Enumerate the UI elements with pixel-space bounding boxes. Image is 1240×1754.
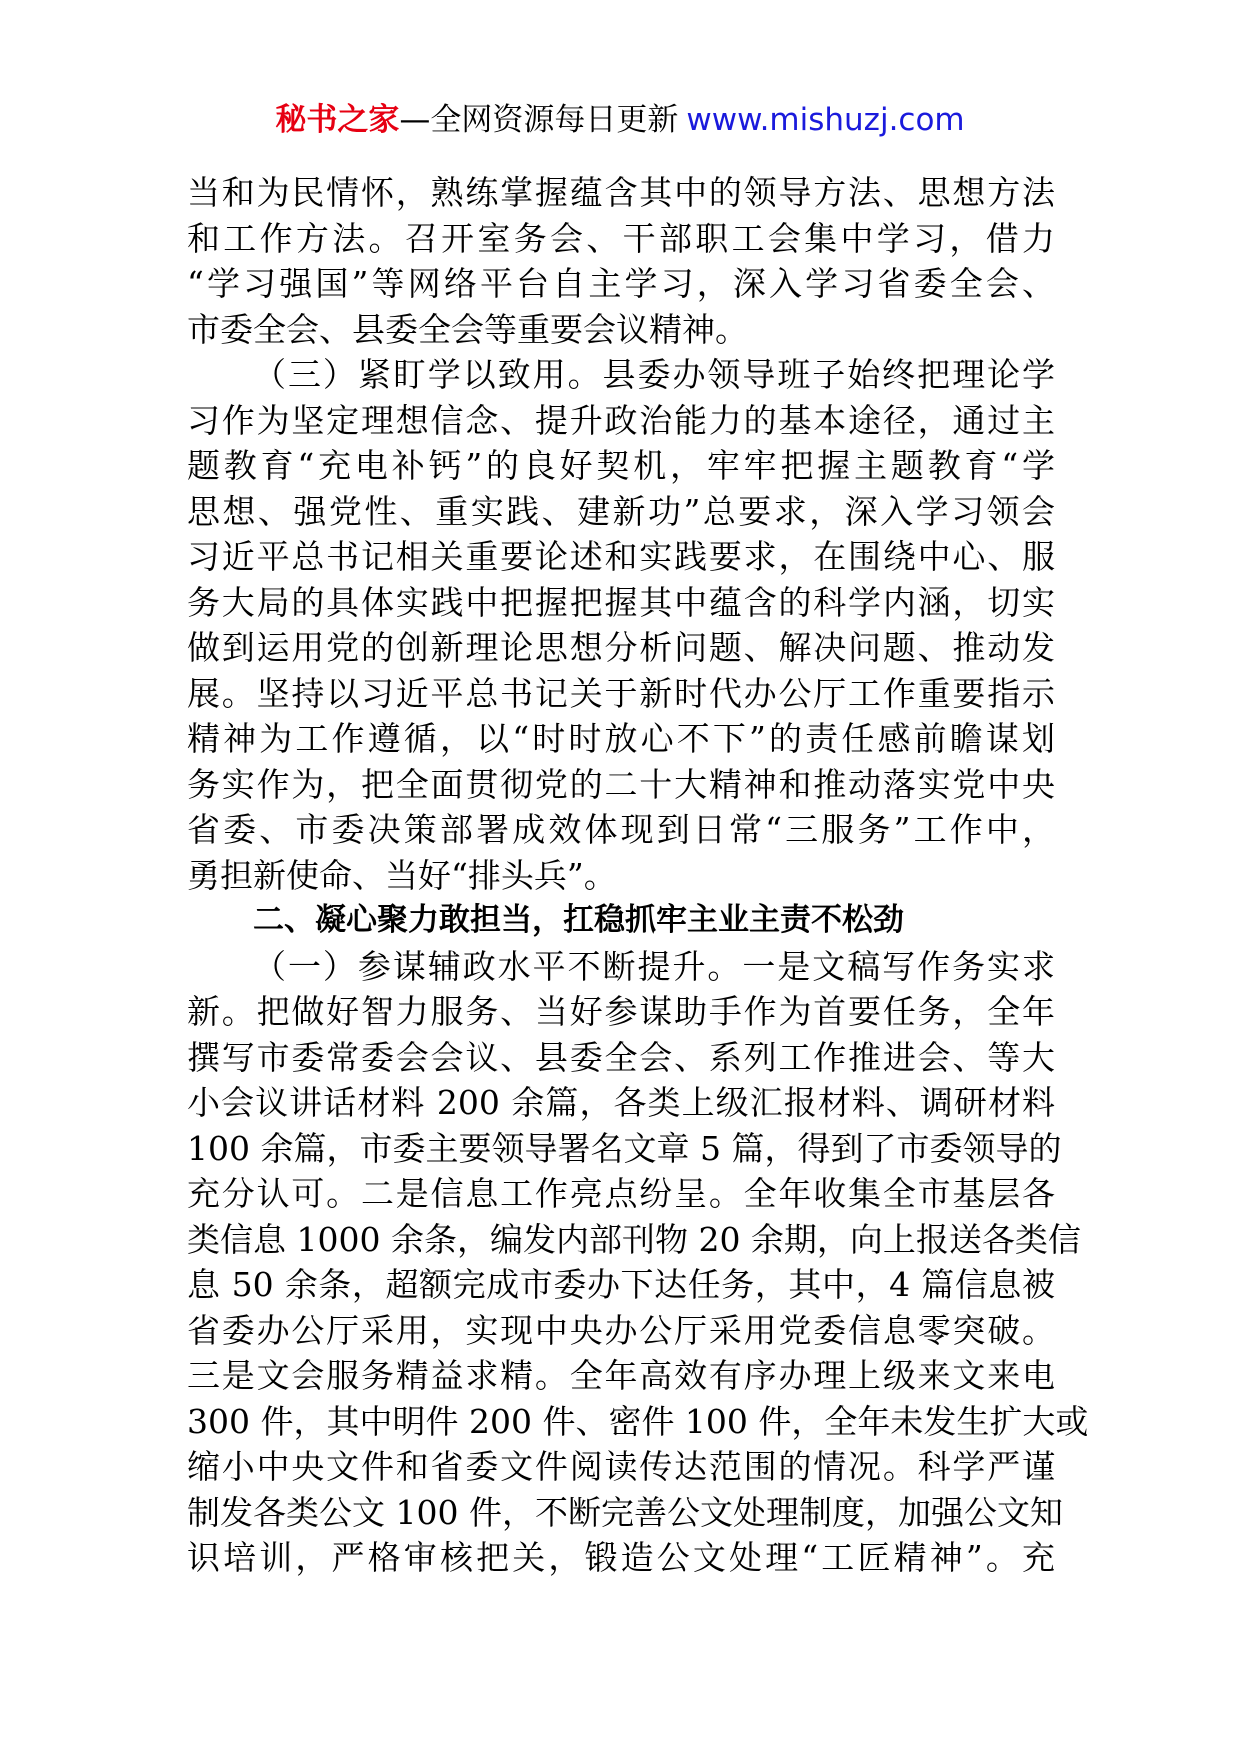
- text-line: 识培训，严格审核把关，锻造公文处理“工匠精神”。充: [187, 1538, 1055, 1577]
- text-line: 息 50 余条，超额完成市委办下达任务，其中，4 篇信息被: [187, 1265, 1055, 1304]
- text-line: “学习强国”等网络平台自主学习，深入学习省委全会、: [187, 264, 1055, 303]
- document-body: [187, 170, 1089, 1581]
- text-line: 市委全会、县委全会等重要会议精神。: [187, 309, 748, 349]
- text-line: 新。把做好智力服务、当好参谋助手作为首要任务，全年: [187, 992, 1055, 1031]
- text-line: 撰写市委常委会会议、县委全会、系列工作推进会、等大: [187, 1037, 1055, 1077]
- section-heading: 二、凝心聚力敢担当，扛稳抓牢主业主责不松劲: [253, 902, 904, 938]
- text-line: 精神为工作遵循，以“时时放心不下”的责任感前瞻谋划: [187, 719, 1055, 758]
- text-line: 习作为坚定理想信念、提升政治能力的基本途径，通过主: [187, 400, 1055, 440]
- text-line: 三是文会服务精益求精。全年高效有序办理上级来文来电: [187, 1356, 1055, 1395]
- text-line: 缩小中央文件和省委文件阅读传达范围的情况。科学严谨: [187, 1447, 1055, 1486]
- text-line: 制发各类公文 100 件，不断完善公文处理制度，加强公文知: [187, 1492, 1063, 1532]
- text-line: 和工作方法。召开室务会、干部职工会集中学习，借力: [187, 218, 1055, 258]
- text-line: 充分认可。二是信息工作亮点纷呈。全年收集全市基层各: [187, 1174, 1055, 1213]
- header-tagline: —全网资源每日更新: [399, 102, 679, 138]
- header-brand: 秘书之家: [275, 102, 400, 138]
- text-line: 思想、强党性、重实践、建新功”总要求，深入学习领会: [187, 491, 1055, 531]
- text-line: 小会议讲话材料 200 余篇，各类上级汇报材料、调研材料: [187, 1083, 1055, 1122]
- text-line: 务实作为，把全面贯彻党的二十大精神和推动落实党中央: [187, 764, 1055, 804]
- text-line: 300 件，其中明件 200 件、密件 100 件，全年未发生扩大或: [187, 1401, 1089, 1441]
- text-line: 做到运用党的创新理论思想分析问题、解决问题、推动发: [187, 628, 1055, 667]
- text-line: 省委办公厅采用，实现中央办公厅采用党委信息零突破。: [187, 1310, 1055, 1350]
- text-line: 题教育“充电补钙”的良好契机，牢牢把握主题教育“学: [187, 446, 1055, 485]
- text-line: 100 余篇，市委主要领导署名文章 5 篇，得到了市委领导的: [187, 1128, 1062, 1168]
- text-line: 展。坚持以习近平总书记关于新时代办公厅工作重要指示: [187, 673, 1055, 713]
- text-line: 类信息 1000 余条，编发内部刊物 20 余期，向上报送各类信: [187, 1219, 1081, 1259]
- header-url-link[interactable]: www.mishuzj.com: [686, 102, 965, 138]
- text-line: （三）紧盯学以致用。县委办领导班子始终把理论学: [253, 355, 1055, 394]
- text-line: 当和为民情怀，熟练掌握蕴含其中的领导方法、思想方法: [187, 173, 1055, 212]
- text-line: 习近平总书记相关重要论述和实践要求，在围绕中心、服: [187, 537, 1055, 576]
- page-header: [0, 100, 1240, 140]
- text-line: 省委、市委决策部署成效体现到日常“三服务”工作中，: [187, 810, 1055, 849]
- text-line: 勇担新使命、当好“排头兵”。: [187, 855, 617, 895]
- text-line: 务大局的具体实践中把握把握其中蕴含的科学内涵，切实: [187, 582, 1055, 622]
- text-line: （一）参谋辅政水平不断提升。一是文稿写作务实求: [253, 946, 1055, 986]
